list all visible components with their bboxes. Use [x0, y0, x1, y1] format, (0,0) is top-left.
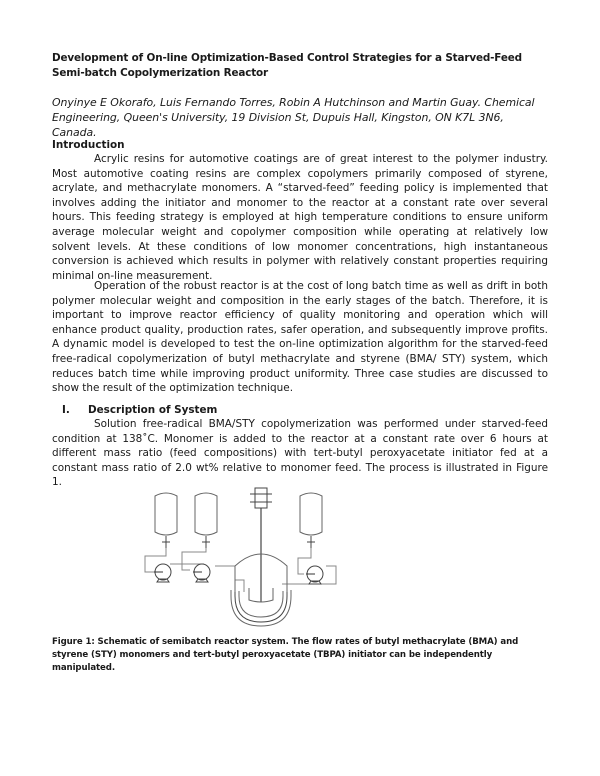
figure-caption: Figure 1: Schematic of semibatch reactor system. The flow rates of butyl methacrylate (BMA) and styrene (STY) monomers and tert-butyl peroxyacetate (TBPA) initiator can be independently manipulated.	[52, 637, 519, 674]
pump-1-icon	[154, 564, 171, 582]
section-heading-description	[62, 403, 217, 417]
author-affiliation: Onyinye E Okorafo, Luis Fernando Torres, Robin A Hutchinson and Martin Guay. Chemical Engineering, Queen's University, 19 Division St, Dupuis Hall, Kingston, ON K7L 3N6, Canada.	[52, 96, 535, 139]
intro-paragraph-2: Operation of the robust reactor is at the cost of long batch time as well as drift in both polymer molecular weight and composition in the early stages of the batch. Therefore, it is important to improve reactor efficiency of quality monitoring and operation which will enhance product quality, production rates, safer operation, and subsequently improve profits. A dynamic model is developed to test the on-line optimization algorithm for the starved-feed free-radical copolymerization of butyl methacrylate and styrene (BMA/ STY) system, which reduces batch time while improving product uniformity. Three case studies are discussed to show the result of the optimization technique.	[52, 280, 548, 395]
section-number: I.	[62, 404, 70, 416]
valve-icons	[162, 536, 315, 548]
stirrer-motor-icon	[250, 488, 272, 602]
feed-tank-3-icon	[300, 493, 322, 535]
reactor-schematic-figure	[140, 484, 370, 629]
paper-title: Development of On-line Optimization-Based Control Strategies for a Starved-Feed Semi-batch Copolymerization Reactor	[52, 52, 522, 79]
pump-3-icon	[306, 566, 323, 584]
system-paragraph-1: Solution free-radical BMA/STY copolymerization was performed under starved-feed condition at 138˚C. Monomer is added to the reactor at a constant rate over 6 hours at different mass ratio (feed compositions) with tert-butyl peroxyacetate initiator fed at a constant mass ratio of 2.0 wt% relative to monomer feed. The process is illustrated in Figure 1.	[52, 418, 548, 489]
feed-tank-2-icon	[195, 493, 217, 535]
feed-tank-1-icon	[155, 493, 177, 535]
pump-2-icon	[193, 564, 210, 582]
section-heading-introduction: Introduction	[52, 139, 125, 151]
feed-pipes	[145, 548, 336, 592]
intro-paragraph-1: Acrylic resins for automotive coatings are of great interest to the polymer industry. Most automotive coating resins are complex copolymers primarily composed of styrene, acrylate, and methacrylate monomers. A “starved-feed” feeding policy is implemented that involves adding the initiator and monomer to the reactor at a constant rate over several hours. This feeding strategy is employed at high temperature conditions to ensure uniform average molecular weight and copolymer composition while operating at relatively low solvent levels. At these conditions of low monomer concentrations, high instantaneous conversion is achieved which results in polymer with relatively constant properties requiring minimal on-line measurement.	[52, 153, 548, 282]
section-title: Description of System	[88, 404, 218, 416]
